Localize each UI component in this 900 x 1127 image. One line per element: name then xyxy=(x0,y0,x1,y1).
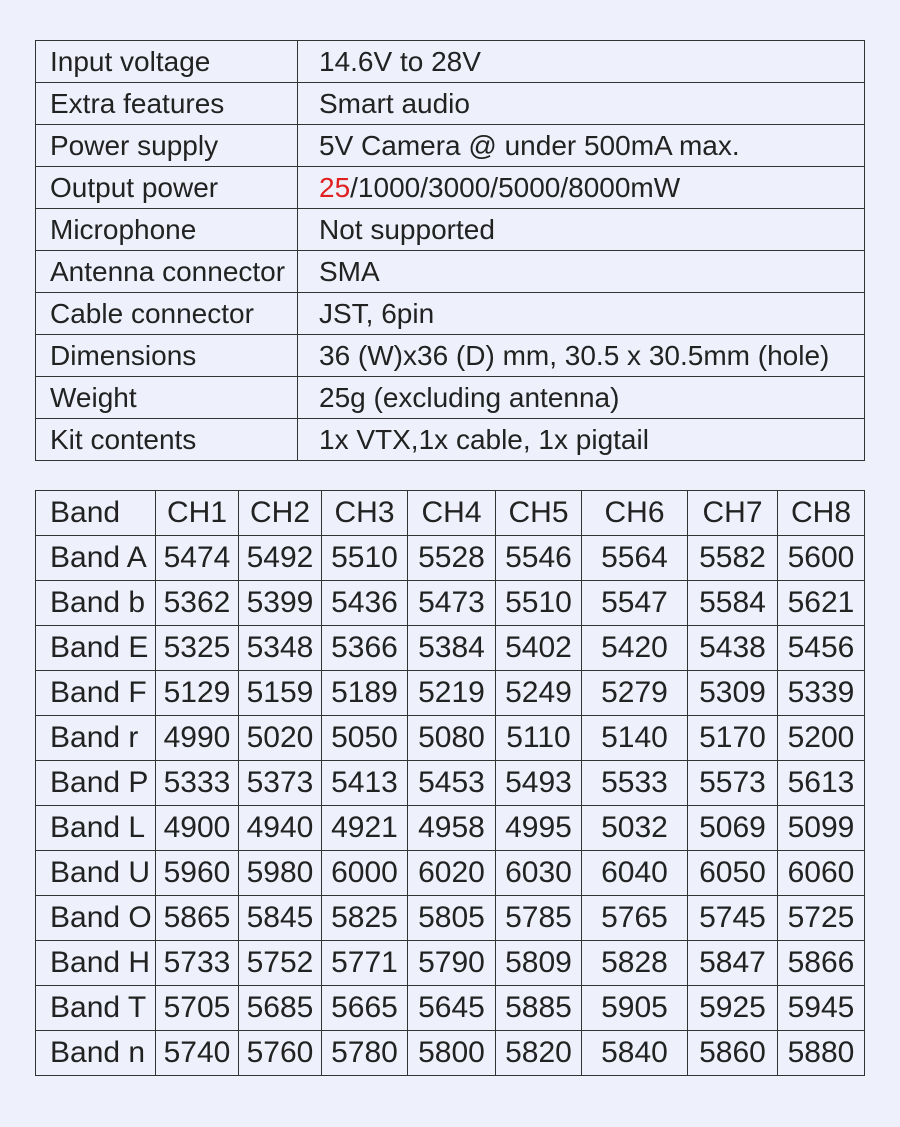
spec-row-antenna-connector xyxy=(36,251,865,293)
frequency-cell: 5366 xyxy=(322,626,408,671)
channel-column-header: CH7 xyxy=(688,491,778,536)
frequency-cell: 5945 xyxy=(778,986,865,1031)
frequency-cell: 5725 xyxy=(778,896,865,941)
frequency-cell: 5665 xyxy=(322,986,408,1031)
frequency-cell: 4921 xyxy=(322,806,408,851)
frequency-cell: 5765 xyxy=(582,896,688,941)
frequency-cell: 5438 xyxy=(688,626,778,671)
frequency-cell: 5050 xyxy=(322,716,408,761)
table-row xyxy=(36,986,865,1031)
frequency-cell: 5420 xyxy=(582,626,688,671)
frequency-cell: 5840 xyxy=(582,1031,688,1076)
frequency-cell: 5809 xyxy=(496,941,582,986)
frequency-cell: 5453 xyxy=(408,761,496,806)
band-label: Band O xyxy=(36,896,156,941)
frequency-cell: 5219 xyxy=(408,671,496,716)
frequency-cell: 5129 xyxy=(156,671,239,716)
frequency-cell: 5402 xyxy=(496,626,582,671)
frequency-cell: 5474 xyxy=(156,536,239,581)
channel-column-header: CH5 xyxy=(496,491,582,536)
frequency-cell: 6030 xyxy=(496,851,582,896)
frequency-cell: 5613 xyxy=(778,761,865,806)
frequency-cell: 5384 xyxy=(408,626,496,671)
band-label: Band P xyxy=(36,761,156,806)
output-power-highlight: 25 xyxy=(319,171,351,203)
frequency-cell: 5546 xyxy=(496,536,582,581)
frequency-cell: 5510 xyxy=(496,581,582,626)
frequency-cell: 5528 xyxy=(408,536,496,581)
band-label: Band r xyxy=(36,716,156,761)
spec-label: Power supply xyxy=(36,125,298,167)
spec-value: SMA xyxy=(298,251,865,293)
frequency-cell: 6050 xyxy=(688,851,778,896)
frequency-cell: 5456 xyxy=(778,626,865,671)
frequency-cell: 5547 xyxy=(582,581,688,626)
frequency-cell: 5847 xyxy=(688,941,778,986)
table-row xyxy=(36,941,865,986)
frequency-cell: 5760 xyxy=(239,1031,322,1076)
spec-label: Input voltage xyxy=(36,41,298,83)
frequency-cell: 5110 xyxy=(496,716,582,761)
frequency-cell: 5880 xyxy=(778,1031,865,1076)
table-row xyxy=(36,851,865,896)
band-label: Band L xyxy=(36,806,156,851)
frequency-cell: 5200 xyxy=(778,716,865,761)
frequency-cell: 5170 xyxy=(688,716,778,761)
spec-label: Output power xyxy=(36,167,298,209)
spec-label: Dimensions xyxy=(36,335,298,377)
frequency-cell: 5279 xyxy=(582,671,688,716)
spec-row-microphone xyxy=(36,209,865,251)
frequency-cell: 5845 xyxy=(239,896,322,941)
frequency-cell: 5885 xyxy=(496,986,582,1031)
frequency-cell: 5790 xyxy=(408,941,496,986)
frequency-cell: 5705 xyxy=(156,986,239,1031)
spec-row-extra-features xyxy=(36,83,865,125)
table-row xyxy=(36,1031,865,1076)
band-label: Band U xyxy=(36,851,156,896)
frequency-cell: 5825 xyxy=(322,896,408,941)
frequency-cell: 5032 xyxy=(582,806,688,851)
spec-label: Kit contents xyxy=(36,419,298,461)
band-label: Band A xyxy=(36,536,156,581)
frequency-cell: 5339 xyxy=(778,671,865,716)
frequency-cell: 5399 xyxy=(239,581,322,626)
frequency-cell: 5533 xyxy=(582,761,688,806)
frequency-cell: 5828 xyxy=(582,941,688,986)
table-row xyxy=(36,626,865,671)
channel-column-header: CH6 xyxy=(582,491,688,536)
frequency-cell: 6060 xyxy=(778,851,865,896)
frequency-cell: 5582 xyxy=(688,536,778,581)
spec-row-cable-connector xyxy=(36,293,865,335)
frequency-cell: 5362 xyxy=(156,581,239,626)
spec-row-kit-contents xyxy=(36,419,865,461)
frequency-cell: 5771 xyxy=(322,941,408,986)
spec-row-input-voltage xyxy=(36,41,865,83)
table-row xyxy=(36,716,865,761)
spec-value: Smart audio xyxy=(298,83,865,125)
frequency-cell: 5820 xyxy=(496,1031,582,1076)
channel-column-header: CH1 xyxy=(156,491,239,536)
frequency-cell: 5099 xyxy=(778,806,865,851)
frequency-cell: 5925 xyxy=(688,986,778,1031)
spec-value: 5V Camera @ under 500mA max. xyxy=(298,125,865,167)
spec-row-weight xyxy=(36,377,865,419)
spec-label: Antenna connector xyxy=(36,251,298,293)
frequency-cell: 5905 xyxy=(582,986,688,1031)
frequency-cell: 4900 xyxy=(156,806,239,851)
spec-value: Not supported xyxy=(298,209,865,251)
channels-header-row xyxy=(36,491,865,536)
frequency-cell: 5960 xyxy=(156,851,239,896)
frequency-cell: 5805 xyxy=(408,896,496,941)
frequency-cell: 5436 xyxy=(322,581,408,626)
frequency-cell: 6000 xyxy=(322,851,408,896)
frequency-cell: 5159 xyxy=(239,671,322,716)
spec-value xyxy=(298,167,865,209)
frequency-cell: 5493 xyxy=(496,761,582,806)
spec-label: Microphone xyxy=(36,209,298,251)
channel-column-header: CH8 xyxy=(778,491,865,536)
frequency-cell: 4958 xyxy=(408,806,496,851)
frequency-cell: 5325 xyxy=(156,626,239,671)
frequency-cell: 5140 xyxy=(582,716,688,761)
band-label: Band T xyxy=(36,986,156,1031)
frequency-cell: 5685 xyxy=(239,986,322,1031)
spec-label: Extra features xyxy=(36,83,298,125)
spec-row-power-supply xyxy=(36,125,865,167)
frequency-cell: 5069 xyxy=(688,806,778,851)
table-row xyxy=(36,896,865,941)
frequency-cell: 5309 xyxy=(688,671,778,716)
frequency-cell: 5348 xyxy=(239,626,322,671)
spec-value: 25g (excluding antenna) xyxy=(298,377,865,419)
table-row xyxy=(36,671,865,716)
frequency-cell: 6040 xyxy=(582,851,688,896)
frequency-cell: 5584 xyxy=(688,581,778,626)
frequency-cell: 5573 xyxy=(688,761,778,806)
frequency-cell: 5373 xyxy=(239,761,322,806)
frequency-cell: 5189 xyxy=(322,671,408,716)
frequency-cell: 5249 xyxy=(496,671,582,716)
table-row xyxy=(36,806,865,851)
frequency-cell: 5473 xyxy=(408,581,496,626)
frequency-cell: 5980 xyxy=(239,851,322,896)
specs-table xyxy=(35,40,865,461)
frequency-cell: 5740 xyxy=(156,1031,239,1076)
frequency-cell: 5800 xyxy=(408,1031,496,1076)
frequency-cell: 5780 xyxy=(322,1031,408,1076)
frequency-cell: 5733 xyxy=(156,941,239,986)
spec-value: 14.6V to 28V xyxy=(298,41,865,83)
frequency-cell: 5866 xyxy=(778,941,865,986)
spec-row-dimensions xyxy=(36,335,865,377)
spec-row-output-power xyxy=(36,167,865,209)
frequency-cell: 5752 xyxy=(239,941,322,986)
frequency-cell: 5413 xyxy=(322,761,408,806)
band-label: Band F xyxy=(36,671,156,716)
frequency-cell: 4940 xyxy=(239,806,322,851)
frequency-cell: 5621 xyxy=(778,581,865,626)
band-label: Band b xyxy=(36,581,156,626)
frequency-cell: 5600 xyxy=(778,536,865,581)
output-power-rest: /1000/3000/5000/8000mW xyxy=(350,171,681,203)
frequency-cell: 5785 xyxy=(496,896,582,941)
table-row xyxy=(36,761,865,806)
frequency-cell: 5645 xyxy=(408,986,496,1031)
band-label: Band E xyxy=(36,626,156,671)
channel-column-header: CH2 xyxy=(239,491,322,536)
frequency-cell: 5020 xyxy=(239,716,322,761)
frequency-cell: 4990 xyxy=(156,716,239,761)
band-label: Band H xyxy=(36,941,156,986)
frequency-cell: 5510 xyxy=(322,536,408,581)
table-row xyxy=(36,536,865,581)
spec-value: 1x VTX,1x cable, 1x pigtail xyxy=(298,419,865,461)
band-column-header: Band xyxy=(36,491,156,536)
table-row xyxy=(36,581,865,626)
band-label: Band n xyxy=(36,1031,156,1076)
frequency-cell: 4995 xyxy=(496,806,582,851)
frequency-cell: 5564 xyxy=(582,536,688,581)
channel-column-header: CH4 xyxy=(408,491,496,536)
frequency-cell: 5080 xyxy=(408,716,496,761)
spec-value: JST, 6pin xyxy=(298,293,865,335)
channels-body xyxy=(36,491,865,1076)
frequency-cell: 5333 xyxy=(156,761,239,806)
channels-table xyxy=(35,490,865,1076)
frequency-cell: 5865 xyxy=(156,896,239,941)
spec-value: 36 (W)x36 (D) mm, 30.5 x 30.5mm (hole) xyxy=(298,335,865,377)
spec-label: Weight xyxy=(36,377,298,419)
spec-label: Cable connector xyxy=(36,293,298,335)
frequency-cell: 5860 xyxy=(688,1031,778,1076)
frequency-cell: 6020 xyxy=(408,851,496,896)
frequency-cell: 5745 xyxy=(688,896,778,941)
channel-column-header: CH3 xyxy=(322,491,408,536)
frequency-cell: 5492 xyxy=(239,536,322,581)
